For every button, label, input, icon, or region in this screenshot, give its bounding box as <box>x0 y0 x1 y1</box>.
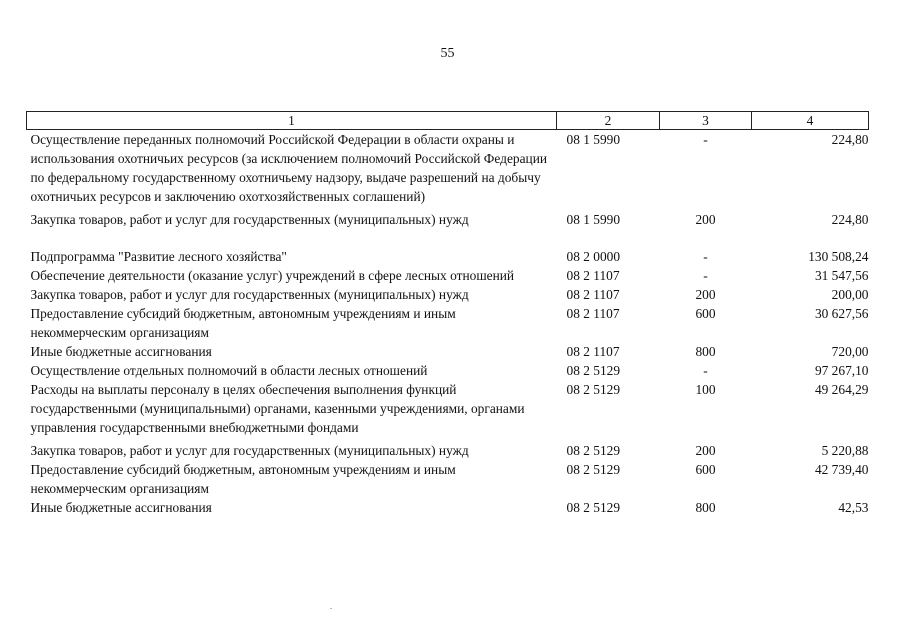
row-name: Обеспечение деятельности (оказание услуг) учреждений в сфере лесных отношений <box>30 268 515 283</box>
row-code: 08 2 5129 <box>566 443 621 458</box>
row-kind: 600 <box>695 462 716 477</box>
row-name: Закупка товаров, работ и услуг для государственных (муниципальных) нужд <box>30 287 469 302</box>
row-amount: 31 547,56 <box>814 268 869 283</box>
row-code: 08 2 5129 <box>566 382 621 397</box>
row-kind: 800 <box>695 500 716 515</box>
budget-table <box>26 111 869 517</box>
row-name: Закупка товаров, работ и услуг для государственных (муниципальных) нужд <box>30 443 469 458</box>
table-row <box>27 498 869 517</box>
table-row <box>27 460 869 498</box>
row-code: 08 2 5129 <box>566 363 621 378</box>
table-row <box>27 441 869 460</box>
row-kind: - <box>703 249 708 264</box>
row-kind: 800 <box>695 344 716 359</box>
header-col-name: 1 <box>27 112 557 130</box>
row-amount: 30 627,56 <box>814 306 869 321</box>
table-row <box>27 361 869 380</box>
row-code: 08 2 5129 <box>566 462 621 477</box>
header-row <box>27 112 869 130</box>
table-header <box>27 112 869 130</box>
table-row <box>27 342 869 361</box>
row-amount: 720,00 <box>831 344 869 359</box>
table-row <box>27 210 869 247</box>
row-kind: - <box>703 363 708 378</box>
row-amount: 49 264,29 <box>814 382 869 397</box>
row-code: 08 2 0000 <box>566 249 621 264</box>
row-amount: 224,80 <box>831 212 869 227</box>
row-code: 08 2 1107 <box>566 306 620 321</box>
table-row <box>27 266 869 285</box>
table-row <box>27 247 869 266</box>
row-amount: 130 508,24 <box>808 249 869 264</box>
row-kind: 600 <box>695 306 716 321</box>
row-kind: 100 <box>695 382 716 397</box>
header-col-kind: 3 <box>660 112 752 130</box>
row-amount: 200,00 <box>831 287 869 302</box>
row-kind: - <box>703 268 708 283</box>
table-row <box>27 380 869 441</box>
table-row <box>27 304 869 342</box>
page-number: 55 <box>440 46 455 61</box>
scan-speck <box>330 608 332 609</box>
row-kind: 200 <box>695 443 716 458</box>
row-kind: 200 <box>695 287 716 302</box>
row-name: Предоставление субсидий бюджетным, автономным учреждениям и иным некоммерческим организациям <box>30 306 456 340</box>
row-kind: 200 <box>695 212 716 227</box>
row-code: 08 2 1107 <box>566 344 620 359</box>
row-name: Закупка товаров, работ и услуг для государственных (муниципальных) нужд <box>30 212 469 227</box>
table-row <box>27 285 869 304</box>
row-amount: 5 220,88 <box>821 443 869 458</box>
row-kind: - <box>703 132 708 147</box>
row-name: Иные бюджетные ассигнования <box>30 500 212 515</box>
row-code: 08 2 1107 <box>566 287 620 302</box>
row-name: Расходы на выплаты персоналу в целях обеспечения выполнения функций государственными (муниципальными) органами, казенными учреждениями, органами управления государственными внебюджетными фондами <box>30 382 525 435</box>
header-col-amount: 4 <box>752 112 869 130</box>
table-row <box>27 130 869 211</box>
row-amount: 224,80 <box>831 132 869 147</box>
row-name: Иные бюджетные ассигнования <box>30 344 212 359</box>
row-name: Подпрограмма "Развитие лесного хозяйства" <box>30 249 287 264</box>
row-code: 08 2 5129 <box>566 500 621 515</box>
row-name: Осуществление переданных полномочий Российской Федерации в области охраны и использования охотничьих ресурсов (за исключением полномочий Российской Федерации по федеральному государственному охотничьему надзору, выдаче разрешений на добычу охотничьих ресурсов и заключению охотхозяйственных соглашений) <box>30 132 548 204</box>
row-name: Осуществление отдельных полномочий в области лесных отношений <box>30 363 428 378</box>
row-amount: 42 739,40 <box>814 462 869 477</box>
row-code: 08 1 5990 <box>566 212 621 227</box>
row-code: 08 2 1107 <box>566 268 620 283</box>
table-body <box>27 130 869 518</box>
header-col-code: 2 <box>557 112 660 130</box>
row-name: Предоставление субсидий бюджетным, автономным учреждениям и иным некоммерческим организациям <box>30 462 456 496</box>
row-amount: 42,53 <box>838 500 869 515</box>
row-code: 08 1 5990 <box>566 132 621 147</box>
row-amount: 97 267,10 <box>814 363 869 378</box>
